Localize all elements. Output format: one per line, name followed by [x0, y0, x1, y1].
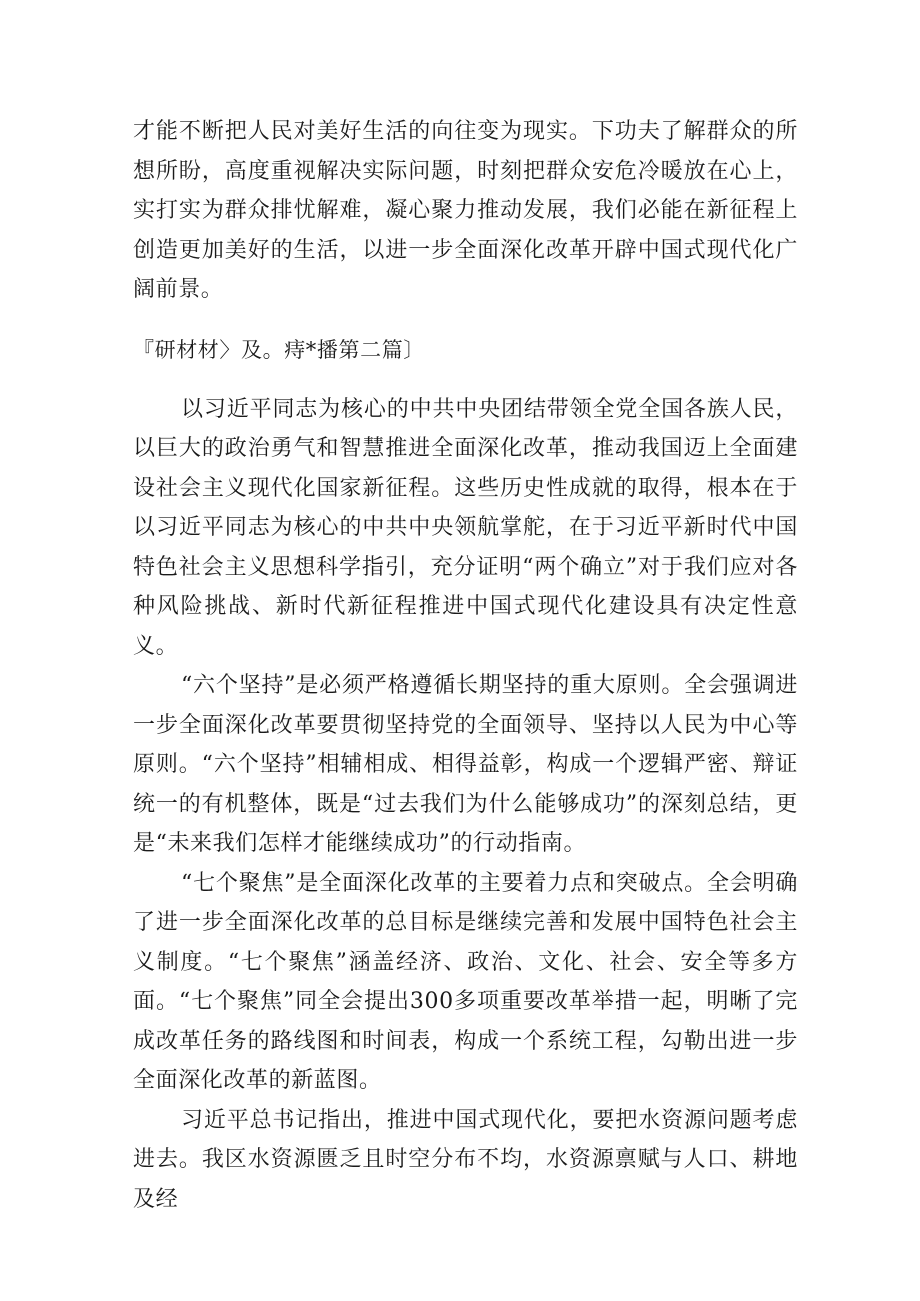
paragraph: “六个坚持”是必须严格遵循长期坚持的重大原则。全会强调进一步全面深化改革要贯彻坚持党的全面领导、坚持以人民为中心等原则。“六个坚持”相辅相成、相得益彰，构成一个逻辑严密、辩证统一的有机整体，既是“过去我们为什么能够成功”的深刻总结，更是“未来我们怎样才能继续成功”的行动指南。 [133, 673, 798, 856]
section-heading: 『研材材〉及。痔*播第二篇〕 [133, 337, 425, 362]
continuation-paragraph: 才能不断把人民对美好生活的向往变为现实。下功夫了解群众的所想所盼，高度重视解决实际问题，时刻把群众安危冷暖放在心上，实打实为群众排忧解难，凝心聚力推动发展，我们必能在新征程上创造更加美好的生活，以进一步全面深化改革开辟中国式现代化广阔前景。 [133, 119, 798, 302]
document-body [133, 112, 798, 1219]
paragraph: “七个聚焦”是全面深化改革的主要着力点和突破点。全会明确了进一步全面深化改革的总目标是继续完善和发展中国特色社会主义制度。“七个聚焦”涵盖经济、政治、文化、社会、安全等多方面。“七个聚焦”同全会提出300多项重要改革举措一起，明晰了完成改革任务的路线图和时间表，构成一个系统工程，勾勒出进一步全面深化改革的新蓝图。 [133, 870, 798, 1093]
paragraph: 以习近平同志为核心的中共中央团结带领全党全国各族人民，以巨大的政治勇气和智慧推进全面深化改革，推动我国迈上全面建设社会主义现代化国家新征程。这些历史性成就的取得，根本在于以习近平同志为核心的中共中央领航掌舵，在于习近平新时代中国特色社会主义思想科学指引，充分证明“两个确立”对于我们应对各种风险挑战、新时代新征程推进中国式现代化建设具有决定性意义。 [133, 396, 798, 659]
paragraph: 习近平总书记指出，推进中国式现代化，要把水资源问题考虑进去。我区水资源匮乏且时空分布不均，水资源禀赋与人口、耕地及经 [133, 1107, 798, 1212]
